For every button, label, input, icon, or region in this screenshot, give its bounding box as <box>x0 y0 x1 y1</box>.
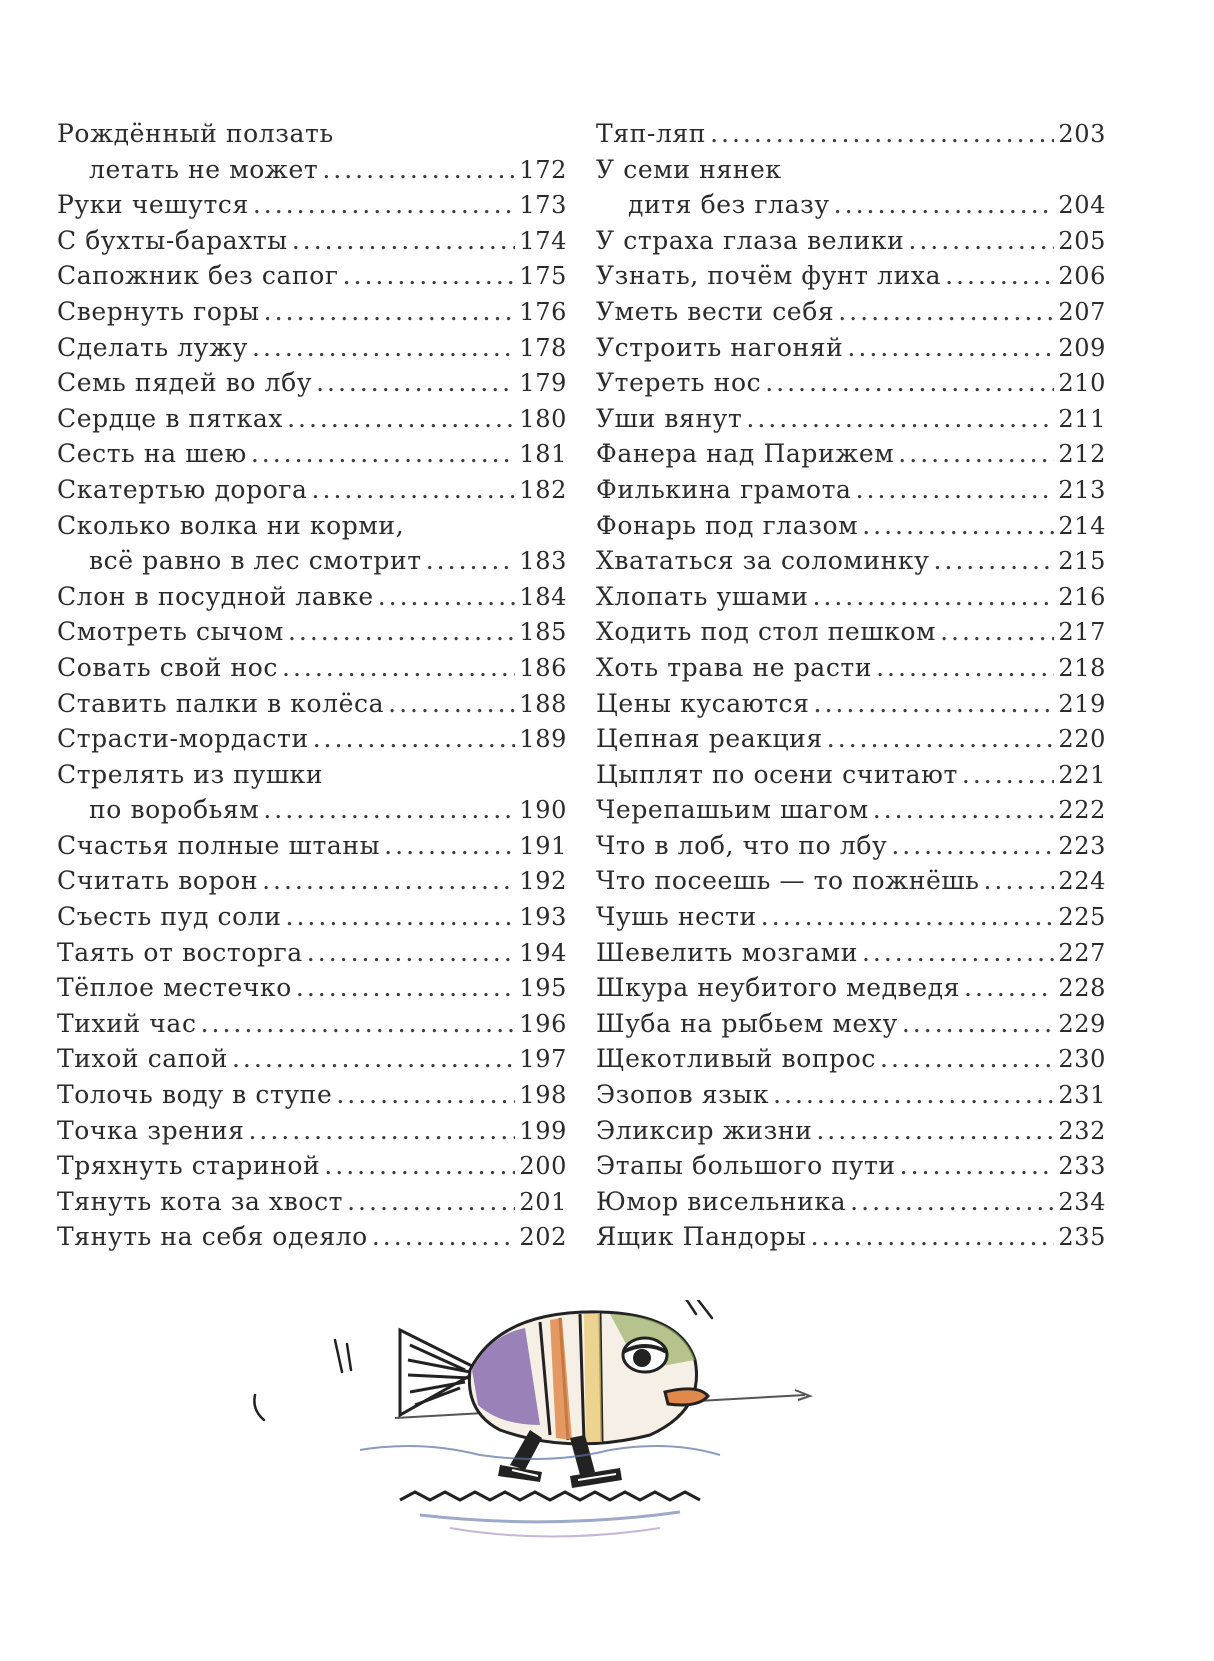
dot-leader <box>773 1077 1054 1113</box>
index-entry-line <box>596 1219 1106 1255</box>
entry-page-number: 221 <box>1058 760 1106 789</box>
entry-title: С бухты-барахты <box>57 225 288 255</box>
entry-page-number: 234 <box>1058 1187 1106 1216</box>
index-entry-line <box>596 436 1106 472</box>
entry-title: Что посеешь — то пожнёшь <box>596 866 980 896</box>
entry-page-number: 228 <box>1058 974 1106 1003</box>
dot-leader <box>313 721 516 757</box>
entry-page-number: 223 <box>1058 831 1106 860</box>
dot-leader <box>850 1184 1054 1220</box>
entry-page-number: 192 <box>519 867 567 896</box>
entry-page-number: 174 <box>519 226 567 255</box>
entry-title: Ставить палки в колёса <box>57 688 385 718</box>
index-entry-line <box>57 863 567 899</box>
entry-page-number: 176 <box>519 297 567 326</box>
entry-page-number: 181 <box>519 440 567 469</box>
index-entry-line <box>57 258 567 294</box>
entry-title: Сесть на шею <box>57 439 247 469</box>
entry-title: Эликсир жизни <box>596 1115 813 1145</box>
entry-title: всё равно в лес смотрит <box>89 546 422 576</box>
dot-leader <box>347 1184 515 1220</box>
dot-leader <box>253 187 516 223</box>
entry-title: Стрелять из пушки <box>57 759 324 789</box>
entry-page-number: 232 <box>1058 1116 1106 1145</box>
entry-title: Тяп-ляп <box>596 119 707 148</box>
index-entry-line <box>596 1041 1106 1077</box>
entry-title: Сердце в пятках <box>57 403 284 433</box>
entry-page-number: 218 <box>1058 653 1106 682</box>
fish-illustration-icon <box>250 1300 870 1620</box>
entry-page-number: 178 <box>519 333 567 362</box>
dot-leader <box>873 792 1055 828</box>
dot-leader <box>902 1006 1055 1042</box>
index-entry-line <box>57 721 567 757</box>
index-entry-line <box>57 757 567 793</box>
index-entry-line <box>596 863 1106 899</box>
index-entry-line <box>57 614 567 650</box>
entry-title: Устроить нагоняй <box>596 332 844 362</box>
dot-leader <box>983 863 1054 899</box>
dot-leader <box>378 579 516 615</box>
entry-page-number: 217 <box>1058 618 1106 647</box>
entry-page-number: 197 <box>519 1045 567 1074</box>
index-entry-line <box>596 579 1106 615</box>
entry-page-number: 179 <box>519 369 567 398</box>
index-entry-line <box>57 1184 567 1220</box>
entry-title: Шуба на рыбьем меху <box>596 1008 898 1038</box>
dot-leader <box>384 828 515 864</box>
index-entry-line <box>57 152 567 188</box>
entry-page-number: 204 <box>1058 191 1106 220</box>
dot-leader <box>962 757 1054 793</box>
entry-title: Узнать, почём фунт лиха <box>596 261 942 291</box>
entry-page-number: 216 <box>1058 582 1106 611</box>
index-entry-line <box>596 970 1106 1006</box>
index-entry-line <box>596 116 1106 152</box>
dot-leader <box>292 223 516 259</box>
dot-leader <box>908 223 1054 259</box>
entry-title: Тёплое местечко <box>57 973 292 1003</box>
entry-title: Тянуть кота за хвост <box>57 1186 344 1216</box>
entry-page-number: 184 <box>519 582 567 611</box>
dot-leader <box>838 294 1054 330</box>
dot-leader <box>827 721 1055 757</box>
entry-page-number: 211 <box>1058 404 1106 433</box>
index-entry-line <box>596 1113 1106 1149</box>
dot-leader <box>710 116 1054 152</box>
dot-leader <box>248 1113 515 1149</box>
entry-page-number: 196 <box>519 1009 567 1038</box>
entry-page-number: 209 <box>1058 333 1106 362</box>
index-entry-line <box>57 436 567 472</box>
entry-page-number: 202 <box>519 1223 567 1252</box>
entry-page-number: 206 <box>1058 262 1106 291</box>
entry-page-number: 220 <box>1058 725 1106 754</box>
entry-page-number: 190 <box>519 796 567 825</box>
index-entry-line <box>57 579 567 615</box>
entry-page-number: 213 <box>1058 475 1106 504</box>
dot-leader <box>891 828 1054 864</box>
dot-leader <box>862 508 1054 544</box>
dot-leader <box>296 970 516 1006</box>
entry-page-number: 191 <box>519 831 567 860</box>
entry-title: Рождённый ползать <box>57 119 334 148</box>
dot-leader <box>282 650 515 686</box>
index-entry-line <box>57 970 567 1006</box>
entry-title: Счастья полные штаны <box>57 830 381 860</box>
entry-title: дитя без глазу <box>628 190 830 220</box>
entry-title: Щекотливый вопрос <box>596 1044 876 1074</box>
entry-title: Уши вянут <box>596 403 743 433</box>
dot-leader <box>307 935 516 971</box>
dot-leader <box>933 543 1054 579</box>
index-column-left <box>57 116 567 1255</box>
index-entry-line <box>596 899 1106 935</box>
index-entry-line <box>57 543 567 579</box>
entry-title: Цыплят по осени считают <box>596 759 958 789</box>
entry-page-number: 201 <box>519 1187 567 1216</box>
entry-title: Таять от восторга <box>57 937 303 967</box>
index-entry-line <box>596 508 1106 544</box>
entry-page-number: 203 <box>1058 120 1106 148</box>
entry-title: Что в лоб, что по лбу <box>596 830 888 860</box>
index-entry-line <box>596 543 1106 579</box>
entry-page-number: 229 <box>1058 1009 1106 1038</box>
entry-title: Смотреть сычом <box>57 617 284 647</box>
entry-page-number: 183 <box>519 547 567 576</box>
index-entry-line <box>596 721 1106 757</box>
entry-title: Сапожник без сапог <box>57 261 339 291</box>
entry-page-number: 207 <box>1058 297 1106 326</box>
entry-title: Фанера над Парижем <box>596 439 895 469</box>
index-entry-line <box>57 1077 567 1113</box>
entry-title: Тихой сапой <box>57 1044 228 1074</box>
dot-leader <box>834 187 1055 223</box>
index-entry-line <box>57 792 567 828</box>
dot-leader <box>862 935 1054 971</box>
entry-title: Хоть трава не расти <box>596 652 873 682</box>
index-column-right <box>596 116 1106 1255</box>
dot-leader <box>252 330 515 366</box>
entry-page-number: 230 <box>1058 1045 1106 1074</box>
dot-leader <box>201 1006 516 1042</box>
entry-title: Эзопов язык <box>596 1080 770 1110</box>
entry-title: Тряхнуть стариной <box>57 1151 321 1181</box>
index-entry-line <box>57 330 567 366</box>
index-entry-line <box>57 1113 567 1149</box>
index-entry-line <box>596 152 1106 188</box>
dot-leader <box>316 365 515 401</box>
entry-title: Хлопать ушами <box>596 581 809 611</box>
index-entry-line <box>57 686 567 722</box>
index-entry-line <box>57 650 567 686</box>
entry-page-number: 198 <box>519 1081 567 1110</box>
entry-page-number: 205 <box>1058 226 1106 255</box>
entry-page-number: 188 <box>519 689 567 718</box>
dot-leader <box>964 970 1054 1006</box>
entry-title: У страха глаза велики <box>596 225 905 255</box>
entry-page-number: 172 <box>519 155 567 184</box>
entry-title: Совать свой нос <box>57 652 278 682</box>
index-entry-line <box>57 472 567 508</box>
entry-page-number: 180 <box>519 404 567 433</box>
entry-page-number: 231 <box>1058 1081 1106 1110</box>
dot-leader <box>232 1041 515 1077</box>
entry-page-number: 200 <box>519 1152 567 1181</box>
index-entry-line <box>596 828 1106 864</box>
index-entry-line <box>57 116 567 152</box>
dot-leader <box>945 258 1054 294</box>
entry-title: Чушь нести <box>596 902 757 932</box>
entry-page-number: 212 <box>1058 440 1106 469</box>
entry-title: Толочь воду в ступе <box>57 1080 333 1110</box>
entry-page-number: 189 <box>519 725 567 754</box>
entry-title: Этапы большого пути <box>596 1151 896 1181</box>
dot-leader <box>372 1219 516 1255</box>
index-entry-line <box>57 401 567 437</box>
index-entry-line <box>596 401 1106 437</box>
index-entry-line <box>596 757 1106 793</box>
entry-title: Уметь вести себя <box>596 296 835 326</box>
entry-title: летать не может <box>89 154 319 184</box>
index-entry-line <box>596 1184 1106 1220</box>
entry-title: Филькина грамота <box>596 474 852 504</box>
dot-leader <box>847 330 1054 366</box>
index-entry-line <box>596 1077 1106 1113</box>
entry-page-number: 219 <box>1058 689 1106 718</box>
index-entry-line <box>57 828 567 864</box>
index-entry-line <box>596 258 1106 294</box>
dot-leader <box>811 1219 1055 1255</box>
entry-title: Свернуть горы <box>57 296 260 326</box>
index-entry-line <box>596 294 1106 330</box>
entry-title: Сколько волка ни корми, <box>57 510 405 540</box>
entry-title: Хвататься за соломинку <box>596 546 930 576</box>
entry-title: Съесть пуд соли <box>57 902 282 932</box>
dot-leader <box>262 863 515 899</box>
entry-title: Ящик Пандоры <box>596 1222 807 1252</box>
index-entry-line <box>57 935 567 971</box>
dot-leader <box>816 1113 1054 1149</box>
dot-leader <box>898 436 1054 472</box>
dot-leader <box>343 258 516 294</box>
entry-title: по воробьям <box>89 795 260 825</box>
index-entry-line <box>596 330 1106 366</box>
entry-page-number: 193 <box>519 903 567 932</box>
entry-title: Семь пядей во лбу <box>57 368 313 398</box>
index-entry-line <box>57 294 567 330</box>
entry-title: Шевелить мозгами <box>596 937 858 967</box>
index-entry-line <box>57 1006 567 1042</box>
dot-leader <box>426 543 516 579</box>
index-entry-line <box>57 508 567 544</box>
entry-page-number: 225 <box>1058 903 1106 932</box>
entry-title: Шкура неубитого медведя <box>596 973 961 1003</box>
index-entry-line <box>596 365 1106 401</box>
entry-title: Считать ворон <box>57 866 259 896</box>
dot-leader <box>264 294 516 330</box>
entry-title: Ходить под стол пешком <box>596 617 937 647</box>
index-entry-line <box>596 935 1106 971</box>
index-entry-line <box>57 899 567 935</box>
index-entry-line <box>596 614 1106 650</box>
index-entry-line <box>596 1006 1106 1042</box>
entry-page-number: 222 <box>1058 796 1106 825</box>
entry-title: Тянуть на себя одеяло <box>57 1222 368 1252</box>
index-entry-line <box>57 1148 567 1184</box>
entry-page-number: 173 <box>519 191 567 220</box>
entry-title: Черепашьим шагом <box>596 795 869 825</box>
dot-leader <box>765 365 1054 401</box>
dot-leader <box>324 1148 515 1184</box>
index-entry-line <box>596 650 1106 686</box>
entry-title: Утереть нос <box>596 368 762 398</box>
dot-leader <box>312 472 516 508</box>
dot-leader <box>940 614 1054 650</box>
dot-leader <box>287 401 515 437</box>
dot-leader <box>263 792 515 828</box>
entry-title: Точка зрения <box>57 1115 245 1145</box>
dot-leader <box>322 152 515 188</box>
index-entry-line <box>57 365 567 401</box>
entry-page-number: 186 <box>519 653 567 682</box>
entry-page-number: 224 <box>1058 867 1106 896</box>
entry-title: Страсти-мордасти <box>57 724 309 754</box>
entry-page-number: 210 <box>1058 369 1106 398</box>
index-entry-line <box>596 792 1106 828</box>
entry-page-number: 195 <box>519 974 567 1003</box>
dot-leader <box>286 899 516 935</box>
index-entry-line <box>596 223 1106 259</box>
entry-title: Цепная реакция <box>596 724 823 754</box>
entry-page-number: 194 <box>519 938 567 967</box>
index-entry-line <box>57 223 567 259</box>
entry-page-number: 215 <box>1058 547 1106 576</box>
entry-title: Цены кусаются <box>596 688 810 718</box>
entry-title: У семи нянек <box>596 154 782 184</box>
dot-leader <box>814 686 1055 722</box>
entry-page-number: 182 <box>519 475 567 504</box>
dot-leader <box>856 472 1055 508</box>
entry-title: Юмор висельника <box>596 1186 847 1216</box>
dot-leader <box>880 1041 1054 1077</box>
index-entry-line <box>596 472 1106 508</box>
entry-page-number: 175 <box>519 262 567 291</box>
dot-leader <box>812 579 1054 615</box>
entry-page-number: 233 <box>1058 1152 1106 1181</box>
entry-page-number: 185 <box>519 618 567 647</box>
dot-leader <box>876 650 1054 686</box>
index-entry-line <box>596 1148 1106 1184</box>
dot-leader <box>900 1148 1055 1184</box>
dot-leader <box>746 401 1054 437</box>
entry-title: Слон в посудной лавке <box>57 581 374 611</box>
dot-leader <box>288 614 515 650</box>
dot-leader <box>388 686 515 722</box>
index-entry-line <box>57 1041 567 1077</box>
index-entry-line <box>596 686 1106 722</box>
entry-title: Сделать лужу <box>57 332 248 362</box>
entry-page-number: 214 <box>1058 511 1106 540</box>
entry-title: Тихий час <box>57 1008 197 1038</box>
index-entry-line <box>57 1219 567 1255</box>
entry-title: Руки чешутся <box>57 190 249 220</box>
entry-page-number: 199 <box>519 1116 567 1145</box>
dot-leader <box>251 436 516 472</box>
entry-page-number: 227 <box>1058 938 1106 967</box>
index-entry-line <box>57 187 567 223</box>
dot-leader <box>336 1077 515 1113</box>
index-entry-line <box>596 187 1106 223</box>
entry-page-number: 235 <box>1058 1223 1106 1252</box>
entry-title: Скатертью дорога <box>57 474 308 504</box>
dot-leader <box>761 899 1055 935</box>
entry-title: Фонарь под глазом <box>596 510 859 540</box>
